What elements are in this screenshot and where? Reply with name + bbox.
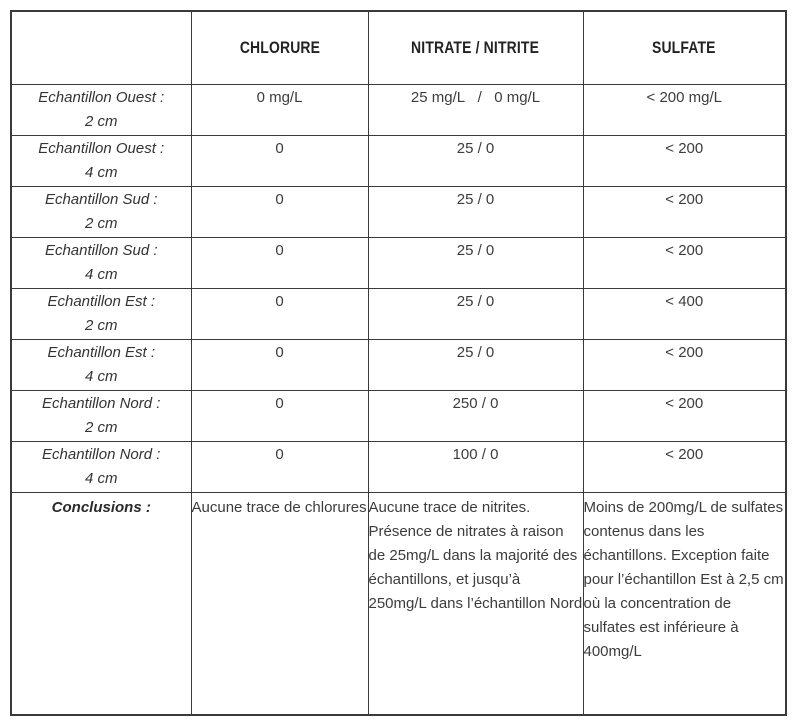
chlorure-value: 0 [191,391,368,442]
sample-depth: 4 cm [84,164,118,181]
sulfate-value: < 200 [583,391,786,442]
nitrate-nitrite-value: 25 mg/L / 0 mg/L [368,85,583,136]
sulfate-value: < 200 [583,340,786,391]
nitrate-nitrite-value: 25 / 0 [368,340,583,391]
sample-depth: 4 cm [84,470,118,487]
table-row-sud-4cm [11,238,786,289]
header-label-nitrate-nitrite: NITRATE / NITRITE [411,38,540,57]
sample-name: Echantillon Nord : [42,446,161,463]
table-row-est-2cm [11,289,786,340]
chlorure-value: 0 [191,136,368,187]
nitrate-nitrite-value: 25 / 0 [368,238,583,289]
chlorure-value: 0 [191,238,368,289]
sample-name-cell [11,391,191,442]
conclusions-label: Conclusions : [11,493,191,716]
sample-depth: 2 cm [84,317,118,334]
sample-depth: 2 cm [84,113,118,130]
nitrate-nitrite-value: 25 / 0 [368,187,583,238]
header-cell-empty [11,11,191,85]
header-cell-chlorure [191,11,368,85]
conclusion-sulfate: Moins de 200mg/L de sulfates contenus dans les échantillons. Exception faite pour l’échantillon Est à 2,5 cm où la concentration de sulfates est inférieure à 400mg/L [583,493,786,716]
sample-name: Echantillon Sud : [44,242,158,259]
sulfate-value: < 200 [583,136,786,187]
sample-depth: 2 cm [84,215,118,232]
chlorure-value: 0 [191,187,368,238]
sample-name: Echantillon Sud : [44,191,158,208]
sample-name-cell [11,289,191,340]
sample-depth: 4 cm [84,266,118,283]
table-row-sud-2cm [11,187,786,238]
sample-name: Echantillon Nord : [42,395,161,412]
sulfate-value: < 200 [583,238,786,289]
nitrate-nitrite-value: 25 / 0 [368,289,583,340]
nitrate-nitrite-value: 100 / 0 [368,442,583,493]
table-row-conclusions [11,493,786,716]
sample-name-cell [11,442,191,493]
sulfate-value: < 400 [583,289,786,340]
sample-depth: 4 cm [84,368,118,385]
chlorure-value: 0 [191,340,368,391]
chlorure-value: 0 mg/L [191,85,368,136]
conclusion-nitrate-nitrite: Aucune trace de nitrites. Présence de nitrates à raison de 25mg/L dans la majorité des échantillons, et jusqu’à 250mg/L dans l’échantillon Nord [368,493,583,716]
chlorure-value: 0 [191,442,368,493]
water-analysis-table [10,10,787,716]
header-cell-sulfate [583,11,786,85]
header-cell-nitrate-nitrite [368,11,583,85]
sample-name-cell [11,340,191,391]
table-row-ouest-2cm [11,85,786,136]
header-label-chlorure: CHLORURE [239,38,320,57]
sample-name: Echantillon Ouest : [38,140,165,157]
sample-name: Echantillon Est : [47,344,156,361]
sulfate-value: < 200 mg/L [583,85,786,136]
table-row-ouest-4cm [11,136,786,187]
chlorure-value: 0 [191,289,368,340]
sample-name: Echantillon Ouest : [38,89,165,106]
sample-name-cell [11,136,191,187]
sample-name-cell [11,187,191,238]
header-label-sulfate: SULFATE [652,38,717,57]
nitrate-nitrite-value: 25 / 0 [368,136,583,187]
conclusion-chlorure: Aucune trace de chlorures [191,493,368,716]
sample-depth: 2 cm [84,419,118,436]
table-row-nord-2cm [11,391,786,442]
table-row-est-4cm [11,340,786,391]
table-row-nord-4cm [11,442,786,493]
sample-name-cell [11,85,191,136]
sample-name-cell [11,238,191,289]
sample-name: Echantillon Est : [47,293,156,310]
table-header-row [11,11,786,85]
nitrate-nitrite-value: 250 / 0 [368,391,583,442]
sulfate-value: < 200 [583,187,786,238]
sulfate-value: < 200 [583,442,786,493]
